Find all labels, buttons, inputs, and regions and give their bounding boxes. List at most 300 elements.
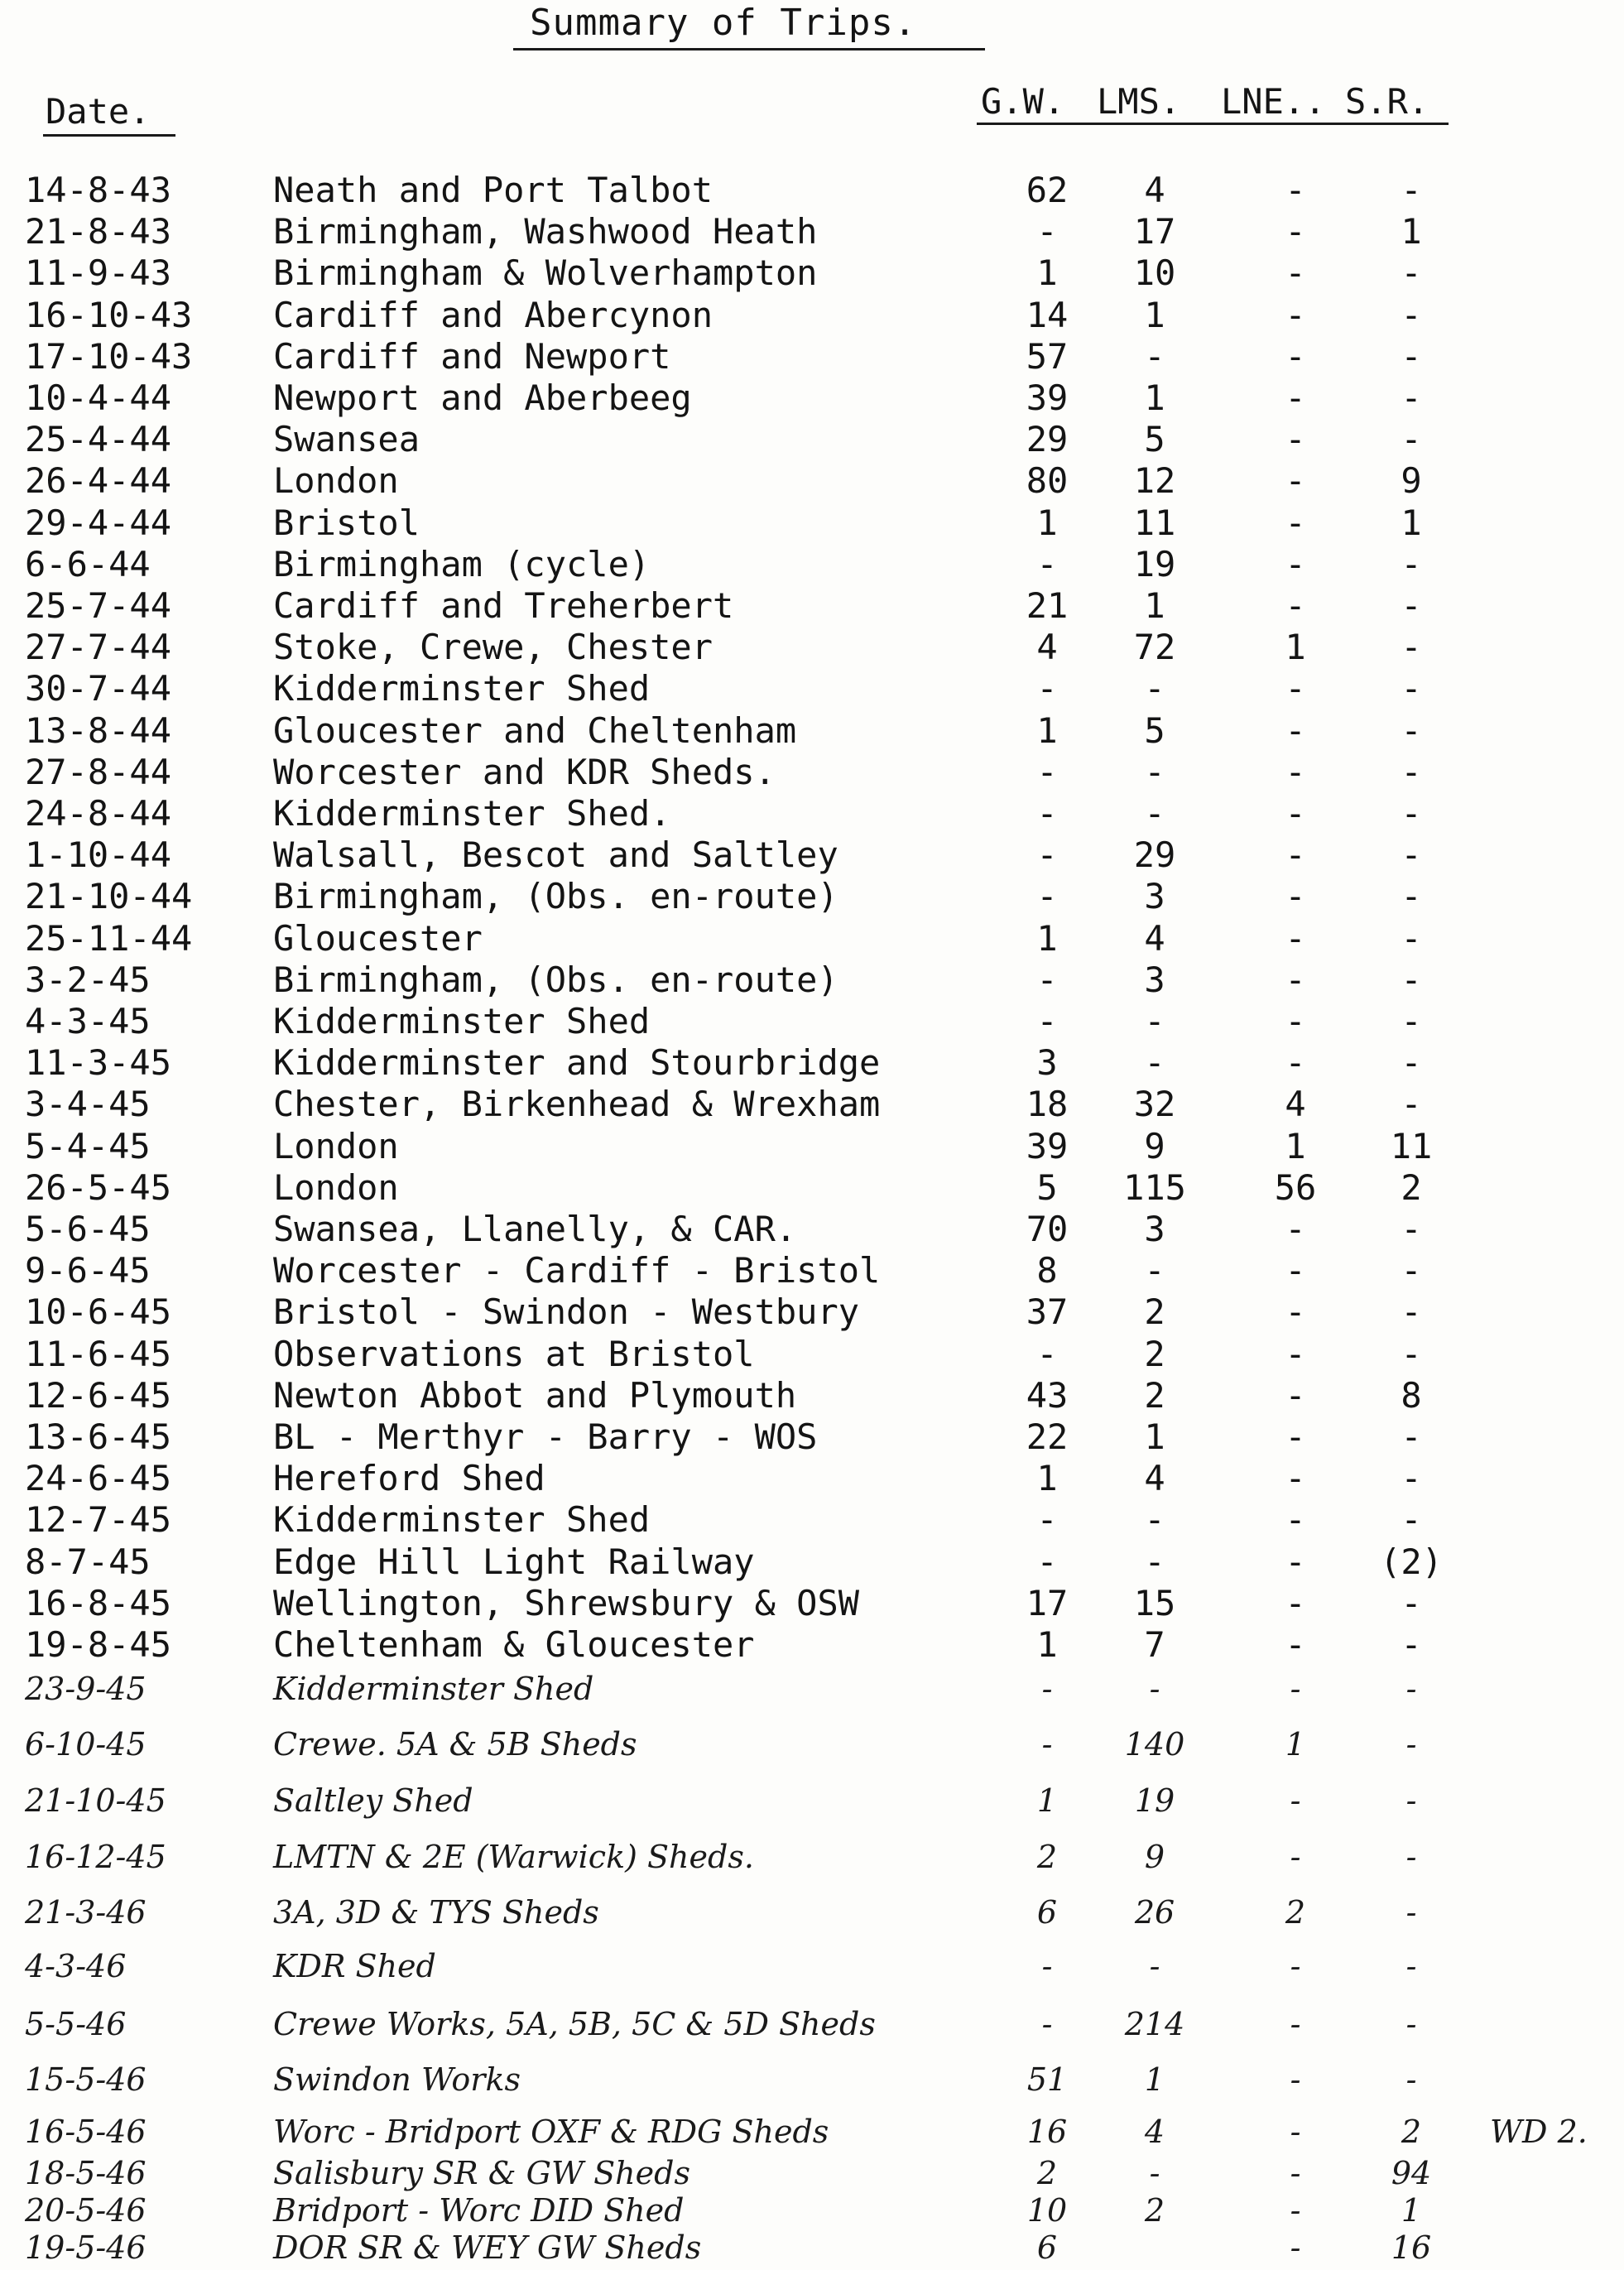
trip-lms-count: 17 (1133, 211, 1176, 252)
trip-lne-count: - (1285, 335, 1306, 377)
trip-gw-count: 43 (1026, 1374, 1069, 1416)
trip-sr-count: - (1401, 959, 1422, 1000)
trip-lms-count: 9 (1144, 1839, 1165, 1875)
trip-destination: Swindon Works (273, 2061, 521, 2098)
trip-sr-count: 94 (1391, 2155, 1432, 2191)
trip-gw-count: 22 (1026, 1416, 1069, 1457)
trip-date: 25-4-44 (25, 419, 172, 460)
trip-lms-count: 1 (1144, 294, 1165, 335)
trip-row (0, 918, 1624, 959)
trip-row (0, 170, 1624, 211)
header-gw: G.W. (981, 81, 1065, 122)
trip-note: WD 2. (1490, 2114, 1588, 2150)
trip-row (0, 1583, 1624, 1624)
trip-gw-count: - (1036, 834, 1058, 876)
trip-sr-count: - (1401, 170, 1422, 210)
trip-destination: Kidderminster Shed (273, 1671, 594, 1707)
trip-row (0, 585, 1624, 627)
trip-destination: Bristol - Swindon - Westbury (273, 1291, 860, 1333)
trip-row (0, 2190, 1624, 2231)
trip-date: 11-6-45 (25, 1333, 172, 1374)
trip-lms-count: 11 (1133, 502, 1176, 543)
trip-lne-count: 4 (1285, 1084, 1306, 1125)
trip-lms-count: 12 (1133, 460, 1176, 502)
trip-sr-count: 1 (1401, 211, 1422, 252)
trip-destination: Salisbury SR & GW Sheds (273, 2155, 690, 2191)
trip-lms-count: 1 (1144, 378, 1165, 418)
trip-lms-count: 1 (1144, 2061, 1165, 2098)
trip-row (0, 1945, 1624, 1987)
trip-date: 21-10-44 (25, 876, 193, 917)
trip-sr-count: - (1401, 751, 1422, 792)
trip-date: 10-4-44 (25, 378, 172, 418)
trip-row (0, 211, 1624, 252)
trip-date: 3-2-45 (25, 959, 151, 1000)
trip-destination: Kidderminster Shed (273, 1001, 651, 1041)
trip-destination: Kidderminster Shed. (273, 793, 671, 834)
trip-destination: Gloucester (273, 917, 483, 959)
trip-destination: Birmingham, Washwood Heath (273, 211, 818, 252)
trip-date: 10-6-45 (25, 1291, 172, 1333)
trip-lne-count: - (1285, 1582, 1306, 1623)
trip-date: 27-8-44 (25, 751, 172, 792)
trip-row (0, 1624, 1624, 1666)
trip-destination: Neath and Port Talbot (273, 170, 714, 210)
trip-row (0, 1084, 1624, 1125)
trip-lne-count: - (1290, 2061, 1301, 2098)
trip-date: 1-10-44 (25, 834, 172, 876)
trip-destination: Cardiff and Treherbert (273, 585, 734, 626)
trip-lms-count: - (1144, 1499, 1165, 1541)
trip-lne-count: - (1285, 1541, 1306, 1582)
trip-date: 29-4-44 (25, 502, 172, 543)
trip-row (0, 710, 1624, 752)
trip-sr-count: - (1401, 834, 1422, 876)
trip-sr-count: - (1401, 1582, 1422, 1623)
trip-lms-count: 1 (1144, 1416, 1165, 1457)
trip-lne-count: - (1290, 1948, 1301, 1984)
trip-gw-count: - (1036, 668, 1058, 709)
trip-gw-count: 2 (1036, 2155, 1058, 2191)
trip-sr-count: 9 (1401, 460, 1422, 502)
trip-date: 26-5-45 (25, 1166, 172, 1208)
trip-row (0, 1250, 1624, 1291)
trip-lne-count: - (1285, 1624, 1306, 1665)
header-columns-underline (977, 123, 1449, 125)
trip-row (0, 2003, 1624, 2045)
trip-lne-count: - (1285, 460, 1306, 502)
trip-destination: London (273, 460, 399, 502)
trip-sr-count: - (1401, 1624, 1422, 1665)
trip-row (0, 1458, 1624, 1499)
trip-gw-count: - (1036, 1499, 1058, 1541)
trip-row (0, 1001, 1624, 1042)
trip-lne-count: - (1290, 1671, 1301, 1707)
trip-lne-count: - (1285, 1209, 1306, 1249)
trip-date: 14-8-43 (25, 170, 172, 210)
trip-date: 27-7-44 (25, 627, 172, 668)
trip-date: 6-10-45 (25, 1726, 147, 1763)
trip-gw-count: - (1036, 959, 1058, 1000)
trip-date: 21-8-43 (25, 211, 172, 252)
trip-sr-count: - (1401, 543, 1422, 584)
trip-lne-count: - (1285, 252, 1306, 294)
trip-sr-count: - (1405, 2006, 1417, 2042)
trip-destination: BL - Merthyr - Barry - WOS (273, 1416, 818, 1457)
trip-date: 11-9-43 (25, 252, 172, 294)
trip-row (0, 876, 1624, 917)
trip-lms-count: - (1144, 751, 1165, 792)
trip-gw-count: 1 (1036, 252, 1058, 294)
trip-row (0, 1668, 1624, 1710)
header-sr: S.R. (1345, 81, 1429, 122)
trip-lne-count: - (1285, 668, 1306, 709)
trip-gw-count: 70 (1026, 1209, 1069, 1249)
trip-gw-count: 39 (1026, 378, 1069, 418)
trip-lne-count: - (1290, 2114, 1301, 2150)
trip-destination: Birmingham (cycle) (273, 543, 651, 584)
trip-lms-count: 5 (1144, 709, 1165, 751)
trip-sr-count: (2) (1380, 1541, 1443, 1582)
header-lms: LMS. (1097, 81, 1181, 122)
trip-lne-count: - (1290, 2229, 1301, 2266)
trip-destination: Bristol (273, 502, 420, 543)
trip-lne-count: - (1285, 1250, 1306, 1291)
trip-lms-count: 4 (1144, 170, 1165, 210)
trip-lms-count: 26 (1134, 1894, 1175, 1931)
trip-row (0, 378, 1624, 419)
trip-destination: Swansea, Llanelly, & CAR. (273, 1209, 797, 1249)
trip-lne-count: - (1285, 211, 1306, 252)
trip-date: 5-6-45 (25, 1209, 151, 1249)
trip-destination: London (273, 1125, 399, 1166)
trip-gw-count: 1 (1036, 1624, 1058, 1665)
trip-lms-count: 4 (1144, 2114, 1165, 2150)
trip-row (0, 336, 1624, 378)
trip-lms-count: 10 (1133, 252, 1176, 294)
trip-lms-count: 19 (1134, 1782, 1175, 1819)
trip-date: 21-10-45 (25, 1782, 166, 1819)
trip-lms-count: 9 (1144, 1125, 1165, 1166)
trip-lne-count: - (1285, 793, 1306, 834)
trip-gw-count: 2 (1036, 1839, 1058, 1875)
trip-gw-count: 51 (1026, 2061, 1068, 2098)
trip-gw-count: 39 (1026, 1125, 1069, 1166)
trip-row (0, 834, 1624, 876)
trip-row (0, 544, 1624, 585)
trip-sr-count: - (1401, 1250, 1422, 1291)
header-date-underline (43, 134, 175, 137)
trip-lne-count: - (1285, 1374, 1306, 1416)
trip-gw-count: - (1036, 793, 1058, 834)
trip-date: 16-10-43 (25, 294, 193, 335)
trip-gw-count: - (1036, 1333, 1058, 1374)
trip-sr-count: - (1401, 1042, 1422, 1084)
trip-gw-count: 1 (1036, 1782, 1058, 1819)
trip-date: 5-5-46 (25, 2006, 127, 2042)
trip-date: 18-5-46 (25, 2155, 147, 2191)
trip-lms-count: 2 (1144, 1291, 1165, 1333)
trip-sr-count: - (1405, 1839, 1417, 1875)
trip-destination: Swansea (273, 419, 420, 460)
trip-sr-count: 2 (1401, 2114, 1422, 2150)
trip-gw-count: 5 (1036, 1166, 1058, 1208)
trip-gw-count: 80 (1026, 460, 1069, 502)
trip-sr-count: - (1401, 668, 1422, 709)
trip-gw-count: - (1036, 876, 1058, 917)
trip-lms-count: - (1144, 793, 1165, 834)
trip-row (0, 752, 1624, 793)
trip-sr-count: 16 (1391, 2229, 1432, 2266)
trip-destination: Crewe. 5A & 5B Sheds (273, 1726, 637, 1763)
trip-lne-count: - (1285, 834, 1306, 876)
trip-date: 19-5-46 (25, 2229, 147, 2266)
trip-gw-count: - (1041, 1671, 1053, 1707)
trip-row (0, 503, 1624, 544)
trip-sr-count: 1 (1401, 502, 1422, 543)
trip-gw-count: 6 (1036, 1894, 1058, 1931)
trip-destination: Wellington, Shrewsbury & OSW (273, 1582, 860, 1623)
trip-sr-count: - (1401, 1416, 1422, 1457)
trip-lne-count: - (1285, 876, 1306, 917)
trip-sr-count: - (1401, 378, 1422, 418)
trip-sr-count: - (1405, 2061, 1417, 2098)
trip-destination: Worcester and KDR Sheds. (273, 751, 776, 792)
trip-gw-count: 37 (1026, 1291, 1069, 1333)
trip-gw-count: 6 (1036, 2229, 1058, 2266)
trip-lms-count: 32 (1133, 1084, 1176, 1125)
trip-lms-count: - (1149, 1671, 1160, 1707)
trip-lms-count: 4 (1144, 917, 1165, 959)
trip-date: 30-7-44 (25, 668, 172, 709)
trip-row (0, 2059, 1624, 2100)
trip-destination: Bridport - Worc DID Shed (273, 2192, 685, 2229)
trip-sr-count: - (1401, 585, 1422, 626)
trip-lne-count: - (1285, 959, 1306, 1000)
trip-date: 15-5-46 (25, 2061, 147, 2098)
trip-gw-count: 8 (1036, 1250, 1058, 1291)
trip-destination: Birmingham, (Obs. en-route) (273, 959, 838, 1000)
trip-gw-count: - (1041, 1726, 1053, 1763)
trip-lms-count: 3 (1144, 1209, 1165, 1249)
trip-lne-count: 2 (1285, 1894, 1306, 1931)
trip-row (0, 460, 1624, 502)
trip-date: 23-9-45 (25, 1671, 147, 1707)
trip-date: 21-3-46 (25, 1894, 147, 1931)
trip-gw-count: 21 (1026, 585, 1069, 626)
trip-destination: LMTN & 2E (Warwick) Sheds. (273, 1839, 754, 1875)
trip-destination: Chester, Birkenhead & Wrexham (273, 1084, 881, 1125)
trip-destination: Stoke, Crewe, Chester (273, 627, 714, 668)
trip-date: 26-4-44 (25, 460, 172, 502)
trip-lne-count: - (1285, 751, 1306, 792)
trip-sr-count: - (1405, 1726, 1417, 1763)
trip-lne-count: - (1285, 585, 1306, 626)
trip-destination: Cheltenham & Gloucester (273, 1624, 755, 1665)
trip-lne-count: - (1285, 419, 1306, 460)
trip-lms-count: - (1144, 1541, 1165, 1582)
trip-lne-count: - (1285, 1416, 1306, 1457)
trip-row (0, 1541, 1624, 1583)
trip-date: 20-5-46 (25, 2192, 147, 2229)
trip-gw-count: 1 (1036, 502, 1058, 543)
trip-lms-count: 15 (1133, 1582, 1176, 1623)
trip-lms-count: - (1149, 1948, 1160, 1984)
trip-row (0, 252, 1624, 294)
trip-lms-count: - (1144, 668, 1165, 709)
trip-sr-count: - (1401, 627, 1422, 668)
trip-sr-count: - (1401, 1209, 1422, 1249)
trip-gw-count: 29 (1026, 419, 1069, 460)
trip-sr-count: 11 (1390, 1125, 1433, 1166)
trip-destination: Cardiff and Abercynon (273, 294, 714, 335)
trip-lms-count: - (1144, 1001, 1165, 1041)
trip-lne-count: - (1285, 294, 1306, 335)
trip-sr-count: - (1405, 1894, 1417, 1931)
trip-lms-count: 2 (1144, 2192, 1165, 2229)
trip-sr-count: - (1401, 294, 1422, 335)
trip-gw-count: 1 (1036, 709, 1058, 751)
trip-row (0, 1042, 1624, 1084)
trip-date: 5-4-45 (25, 1125, 151, 1166)
trip-lne-count: - (1285, 1291, 1306, 1333)
trip-destination: Hereford Shed (273, 1458, 545, 1499)
trip-sr-count: - (1401, 709, 1422, 751)
trip-date: 16-8-45 (25, 1582, 172, 1623)
trip-destination: Worc - Bridport OXF & RDG Sheds (273, 2114, 829, 2150)
trip-row (0, 1126, 1624, 1167)
trip-row (0, 1291, 1624, 1333)
trip-lms-count: - (1144, 335, 1165, 377)
trip-row (0, 959, 1624, 1001)
trip-destination: Edge Hill Light Railway (273, 1541, 755, 1582)
trip-lne-count: - (1290, 2192, 1301, 2229)
trip-gw-count: - (1041, 1948, 1053, 1984)
trip-row (0, 419, 1624, 460)
trip-gw-count: - (1036, 1001, 1058, 1041)
trip-gw-count: 17 (1026, 1582, 1069, 1623)
trip-gw-count: 14 (1026, 294, 1069, 335)
trip-sr-count: - (1405, 1671, 1417, 1707)
trip-date: 12-7-45 (25, 1499, 172, 1541)
trip-row (0, 1780, 1624, 1821)
trip-sr-count: - (1401, 1084, 1422, 1125)
trip-row (0, 1892, 1624, 1933)
trip-sr-count: - (1401, 876, 1422, 917)
trip-gw-count: 10 (1026, 2192, 1068, 2229)
trip-lms-count: 140 (1124, 1726, 1185, 1763)
trip-lne-count: - (1290, 1782, 1301, 1819)
trip-lms-count: 5 (1144, 419, 1165, 460)
trip-row (0, 2152, 1624, 2194)
trip-lms-count: 3 (1144, 876, 1165, 917)
trip-sr-count: - (1405, 1948, 1417, 1984)
trip-row (0, 1375, 1624, 1416)
trip-gw-count: 18 (1026, 1084, 1069, 1125)
trip-destination: Crewe Works, 5A, 5B, 5C & 5D Sheds (273, 2006, 876, 2042)
trip-sr-count: - (1401, 1291, 1422, 1333)
trip-lne-count: - (1285, 1042, 1306, 1084)
trip-destination: Saltley Shed (273, 1782, 473, 1819)
trip-destination: Newton Abbot and Plymouth (273, 1374, 797, 1416)
trip-date: 4-3-45 (25, 1001, 151, 1041)
header-date: Date. (46, 91, 151, 132)
trip-lms-count: 2 (1144, 1333, 1165, 1374)
trip-gw-count: 62 (1026, 170, 1069, 210)
trip-gw-count: 1 (1036, 1458, 1058, 1499)
trip-sr-count: 1 (1401, 2192, 1422, 2229)
trip-lne-count: 1 (1285, 1125, 1306, 1166)
trip-gw-count: 4 (1036, 627, 1058, 668)
trip-gw-count: - (1036, 543, 1058, 584)
trip-lms-count: 4 (1144, 1458, 1165, 1499)
trip-lms-count: 72 (1133, 627, 1176, 668)
trip-row (0, 1334, 1624, 1375)
title-underline (513, 48, 985, 50)
trip-lne-count: - (1285, 917, 1306, 959)
trip-lne-count: 1 (1285, 627, 1306, 668)
trip-destination: Kidderminster and Stourbridge (273, 1042, 881, 1084)
trip-lne-count: - (1285, 170, 1306, 210)
trip-lms-count: 29 (1133, 834, 1176, 876)
trip-date: 13-8-44 (25, 709, 172, 751)
trip-lne-count: - (1285, 1499, 1306, 1541)
trip-gw-count: 57 (1026, 335, 1069, 377)
trip-destination: 3A, 3D & TYS Sheds (273, 1894, 599, 1931)
trip-date: 25-7-44 (25, 585, 172, 626)
trip-lne-count: - (1290, 1839, 1301, 1875)
trip-gw-count: - (1036, 1541, 1058, 1582)
trip-destination: Birmingham & Wolverhampton (273, 252, 818, 294)
trip-gw-count: 1 (1036, 917, 1058, 959)
trip-lms-count: 3 (1144, 959, 1165, 1000)
trip-gw-count: 16 (1026, 2114, 1068, 2150)
trip-row (0, 1416, 1624, 1458)
trip-row (0, 295, 1624, 336)
page-title: Summary of Trips. (530, 2, 917, 44)
trip-destination: Kidderminster Shed (273, 1499, 651, 1541)
trip-destination: KDR Shed (273, 1948, 436, 1984)
trip-lne-count: - (1285, 1001, 1306, 1041)
trip-row (0, 2227, 1624, 2268)
trip-gw-count: - (1036, 751, 1058, 792)
trip-row (0, 668, 1624, 709)
trip-date: 4-3-46 (25, 1948, 127, 1984)
trip-lne-count: - (1285, 1333, 1306, 1374)
trip-lne-count: - (1285, 543, 1306, 584)
trip-date: 12-6-45 (25, 1374, 172, 1416)
header-lne: LNE.. (1221, 81, 1326, 122)
trip-row (0, 1836, 1624, 1878)
trip-lms-count: - (1149, 2155, 1160, 2191)
trip-lne-count: - (1285, 709, 1306, 751)
trip-date: 19-8-45 (25, 1624, 172, 1665)
trip-date: 16-5-46 (25, 2114, 147, 2150)
trip-date: 17-10-43 (25, 335, 193, 377)
trip-date: 6-6-44 (25, 543, 151, 584)
trip-lne-count: - (1285, 1458, 1306, 1499)
trip-sr-count: - (1401, 335, 1422, 377)
trip-destination: Cardiff and Newport (273, 335, 671, 377)
trip-destination: Birmingham, (Obs. en-route) (273, 876, 838, 917)
trip-date: 8-7-45 (25, 1541, 151, 1582)
trip-destination: Kidderminster Shed (273, 668, 651, 709)
trip-sr-count: - (1405, 1782, 1417, 1819)
trip-lms-count: 2 (1144, 1374, 1165, 1416)
trip-destination: Worcester - Cardiff - Bristol (273, 1250, 881, 1291)
trip-sr-count: - (1401, 252, 1422, 294)
trip-lms-count: 19 (1133, 543, 1176, 584)
